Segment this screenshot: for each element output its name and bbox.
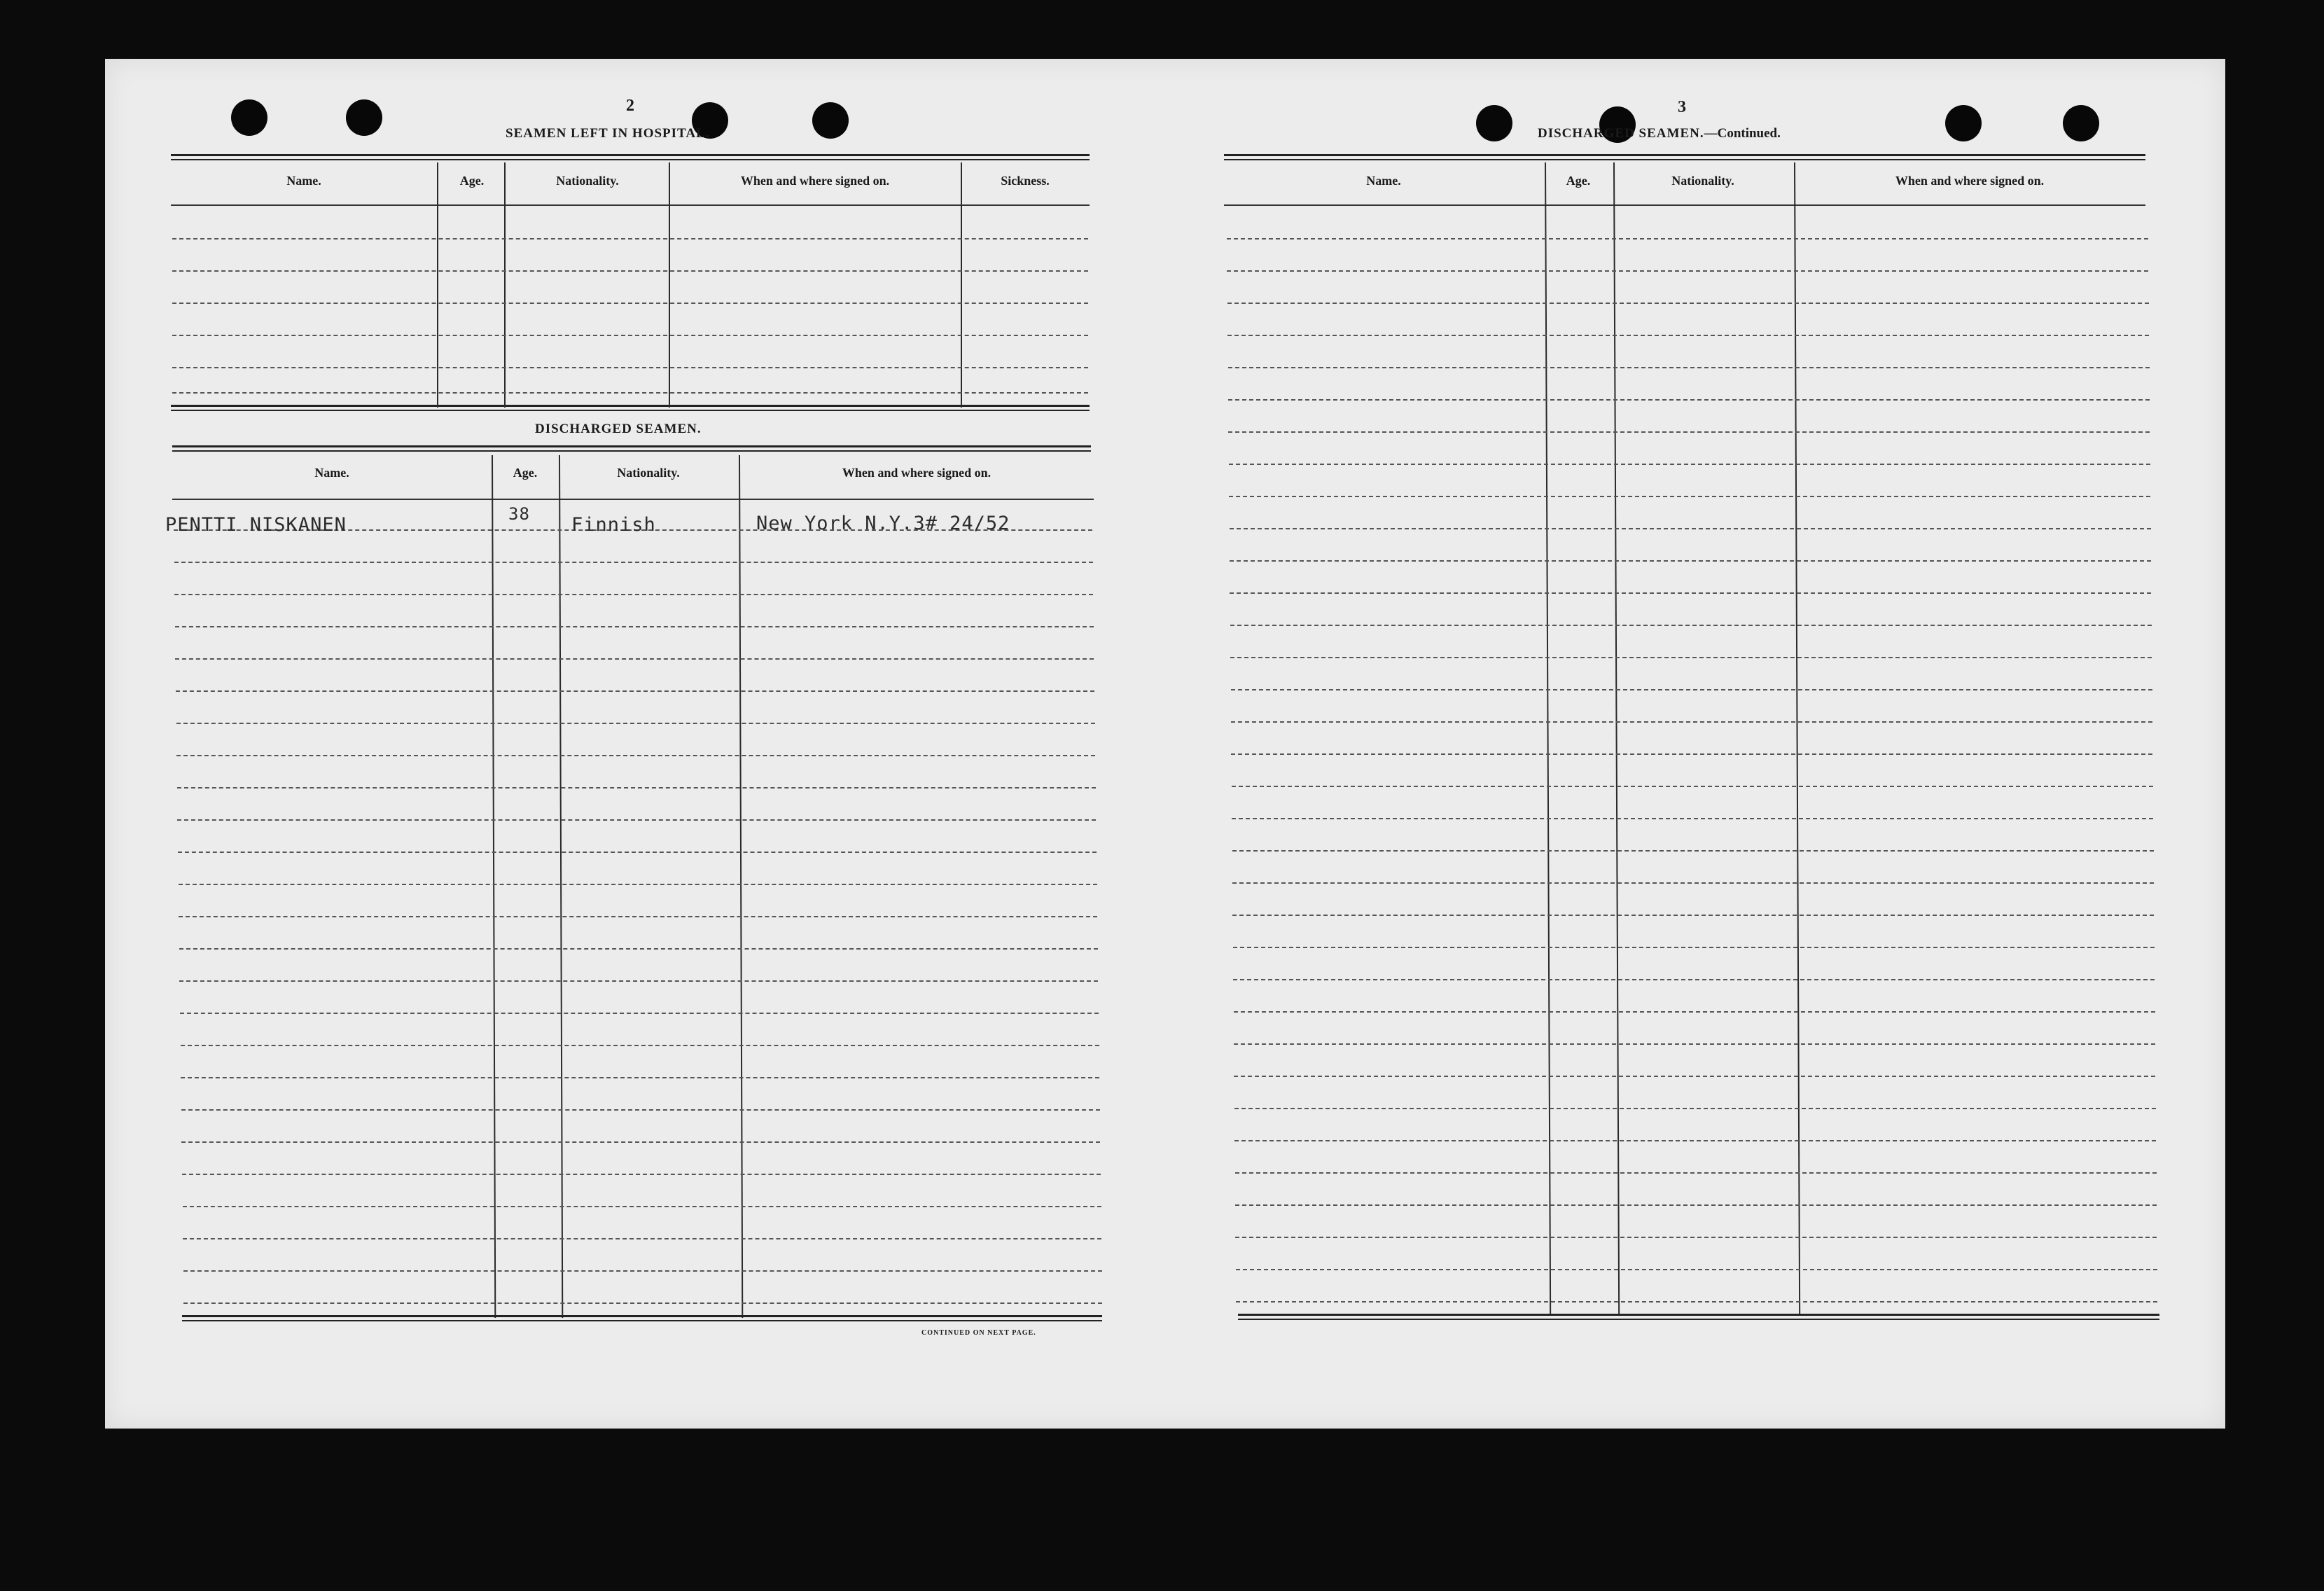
column-header-signed-on: When and where signed on. [1895, 174, 2045, 188]
column-divider [669, 162, 670, 408]
row-line [1235, 1237, 2157, 1238]
punch-hole [1476, 105, 1512, 141]
entry-name: PENTTI NISKANEN [165, 514, 347, 536]
table-top-rule [1224, 154, 2145, 160]
row-line [181, 1141, 1100, 1143]
row-line [1232, 786, 2153, 787]
row-line [1228, 399, 2150, 401]
row-line [1233, 947, 2155, 948]
hospital-section-title: SEAMEN LEFT IN HOSPITAL. [506, 126, 710, 141]
row-line [181, 1109, 1100, 1111]
column-header-nationality: Nationality. [1671, 174, 1734, 188]
row-line [183, 1302, 1102, 1304]
column-header-nationality: Nationality. [556, 174, 619, 188]
row-line [1230, 560, 2151, 562]
section-title-text: DISCHARGED SEAMEN. [1538, 126, 1704, 141]
row-line [1228, 431, 2150, 433]
row-line [176, 690, 1094, 692]
continued-note: CONTINUED ON NEXT PAGE. [921, 1329, 1036, 1337]
entry-signed-on: New York N.Y.3# 24/52 [756, 513, 1010, 534]
row-line [172, 303, 1088, 304]
row-line [1227, 238, 2148, 239]
row-line [1235, 1172, 2157, 1174]
column-header-name: Name. [286, 174, 321, 188]
row-line [1232, 882, 2154, 884]
column-header-signed-on: When and where signed on. [740, 174, 890, 188]
row-line [1229, 496, 2150, 497]
column-header-sickness: Sickness. [1001, 174, 1050, 188]
column-divider [437, 162, 438, 408]
row-line [181, 1077, 1099, 1078]
row-line [1232, 850, 2154, 852]
row-line [183, 1238, 1101, 1239]
document-sheet [105, 59, 2225, 1429]
row-line [1231, 721, 2152, 723]
header-rule [1224, 204, 2145, 206]
punch-hole [1945, 105, 1982, 141]
row-line [1231, 753, 2152, 755]
row-line [172, 392, 1088, 394]
row-line [1231, 689, 2152, 690]
column-header-age: Age. [513, 466, 538, 480]
punch-hole [231, 99, 267, 136]
row-line [172, 270, 1088, 272]
row-line [176, 723, 1095, 724]
row-line [1232, 915, 2154, 916]
row-line [174, 562, 1093, 563]
row-line [175, 658, 1094, 660]
row-line [1227, 270, 2148, 272]
discharged-section-title: DISCHARGED SEAMEN. [535, 422, 702, 436]
row-line [1228, 367, 2150, 368]
row-line [1232, 818, 2153, 819]
row-line [1230, 625, 2152, 626]
header-rule [171, 204, 1090, 206]
row-line [183, 1270, 1102, 1272]
row-line [1230, 657, 2152, 658]
row-line [1229, 464, 2150, 465]
discharged-continued-title [1538, 126, 1781, 141]
row-line [182, 1174, 1101, 1175]
row-line [179, 916, 1097, 917]
header-rule [172, 499, 1094, 500]
punch-hole [812, 102, 849, 139]
row-line [180, 1013, 1099, 1014]
row-line [1234, 1043, 2155, 1045]
row-line [172, 367, 1088, 368]
row-line [172, 335, 1088, 336]
column-divider [504, 162, 506, 408]
column-header-age: Age. [1566, 174, 1591, 188]
row-line [183, 1206, 1101, 1207]
entry-nationality: Finnish [571, 514, 656, 536]
column-header-name: Name. [1366, 174, 1401, 188]
row-line [179, 948, 1098, 950]
table-bottom-rule [1238, 1314, 2159, 1320]
column-header-nationality: Nationality. [617, 466, 680, 480]
row-line [1235, 1204, 2157, 1206]
row-line [172, 238, 1088, 239]
row-line [1234, 1011, 2155, 1013]
row-line [1236, 1301, 2157, 1302]
page-number: 3 [1678, 98, 1686, 116]
row-line [181, 1045, 1099, 1046]
column-header-name: Name. [314, 466, 349, 480]
row-line [1227, 303, 2149, 304]
row-line [1236, 1269, 2157, 1270]
punch-hole [346, 99, 382, 136]
row-line [1230, 592, 2151, 594]
row-line [177, 787, 1096, 788]
column-header-age: Age. [459, 174, 485, 188]
row-line [176, 755, 1095, 756]
table-top-rule [172, 445, 1091, 452]
page-number: 2 [626, 97, 634, 115]
row-line [1233, 979, 2155, 980]
row-line [175, 626, 1094, 627]
table-bottom-rule [171, 405, 1090, 411]
row-line [1234, 1108, 2156, 1109]
row-line [1230, 528, 2151, 529]
row-line [174, 594, 1093, 595]
column-divider [961, 162, 962, 408]
table-bottom-rule [182, 1315, 1102, 1321]
row-line [1234, 1140, 2156, 1141]
row-line [1227, 335, 2149, 336]
table-top-rule [171, 154, 1090, 160]
row-line [1234, 1076, 2155, 1077]
row-line [179, 980, 1098, 982]
punch-hole [2063, 105, 2099, 141]
entry-age: 38 [508, 504, 530, 524]
row-line [178, 852, 1097, 853]
column-header-signed-on: When and where signed on. [842, 466, 991, 480]
row-line [179, 884, 1097, 885]
row-line [177, 819, 1096, 821]
continued-label: —Continued. [1704, 126, 1781, 141]
